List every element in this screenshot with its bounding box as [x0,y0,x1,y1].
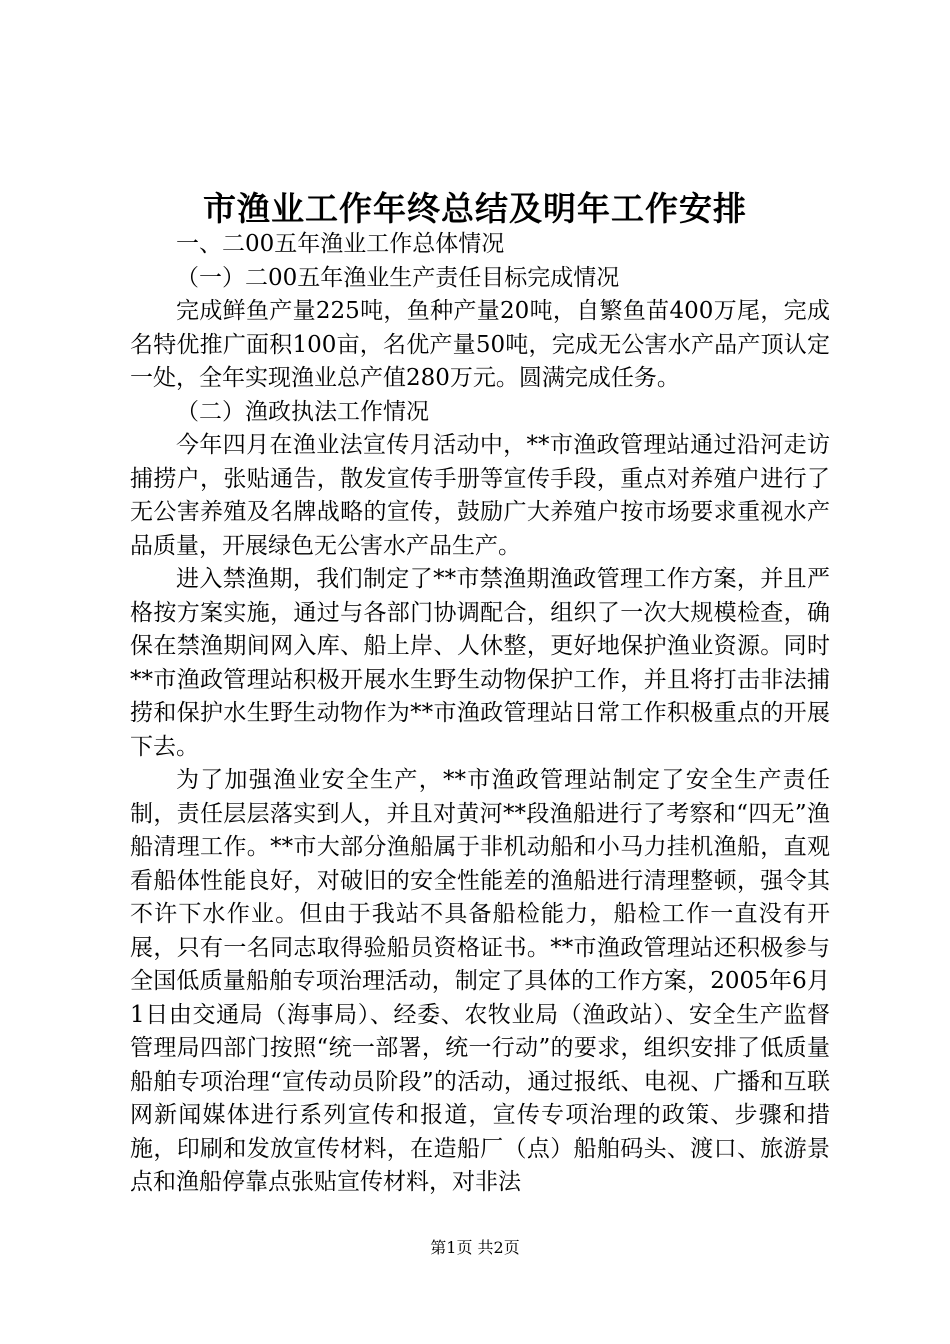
section-heading: 一、二00五年渔业工作总体情况 [176,231,505,257]
subsection-heading: （二）渔政执法工作情况 [176,398,429,425]
document-title: 市渔业工作年终总结及明年工作安排 [203,189,747,228]
body-paragraph: 进入禁渔期，我们制定了**市禁渔期渔政管理工作方案，并且严格按方案实施，通过与各部门协调配合，组织了一次大规模检查，确保在禁渔期间网入库、船上岸、人休整，更好地保护渔业资源。同时**市渔政管理站积极开展水生野生动物保护工作，并且将打击非法捕捞和保护水生野生动物作为**市渔政管理站日常工作积极重点的开展下去。 [130,566,830,760]
body-paragraph: 完成鲜鱼产量225吨，鱼种产量20吨，自繁鱼苗400万尾，完成名特优推广面积100亩，名优产量50吨，完成无公害水产品产顶认定一处，全年实现渔业总产值280万元。圆满完成任务。 [130,298,830,391]
body-paragraph: 为了加强渔业安全生产，**市渔政管理站制定了安全生产责任制，责任层层落实到人，并且对黄河**段渔船进行了考察和“四无”渔船清理工作。**市大部分渔船属于非机动船和小马力挂机渔船，直观看船体性能良好，对破旧的安全性能差的渔船进行清理整顿，强令其不许下水作业。但由于我站不具备船检能力，船检工作一直没有开展，只有一名同志取得验船员资格证书。**市渔政管理站还积极参与全国低质量船舶专项治理活动，制定了具体的工作方案，2005年6月1日由交通局（海事局）、经委、农牧业局（渔政站）、安全生产监督管理局四部门按照“统一部署，统一行动”的要求，组织安排了低质量船舶专项治理“宣传动员阶段”的活动，通过报纸、电视、广播和互联网新闻媒体进行系列宣传和报道，宣传专项治理的政策、步骤和措施，印刷和发放宣传材料，在造船厂（点）船舶码头、渡口、旅游景点和渔船停靠点张贴宣传材料，对非法 [130,767,830,1195]
document-body [130,228,830,1200]
subsection-heading: （一）二00五年渔业生产责任目标完成情况 [176,264,620,291]
page-footer: 第1页 共2页 [430,1238,520,1257]
body-paragraph: 今年四月在渔业法宣传月活动中，**市渔政管理站通过沿河走访捕捞户，张贴通告，散发宣传手册等宣传手段，重点对养殖户进行了无公害养殖及名牌战略的宣传，鼓励广大养殖户按市场要求重视水产品质量，开展绿色无公害水产品生产。 [130,432,830,559]
